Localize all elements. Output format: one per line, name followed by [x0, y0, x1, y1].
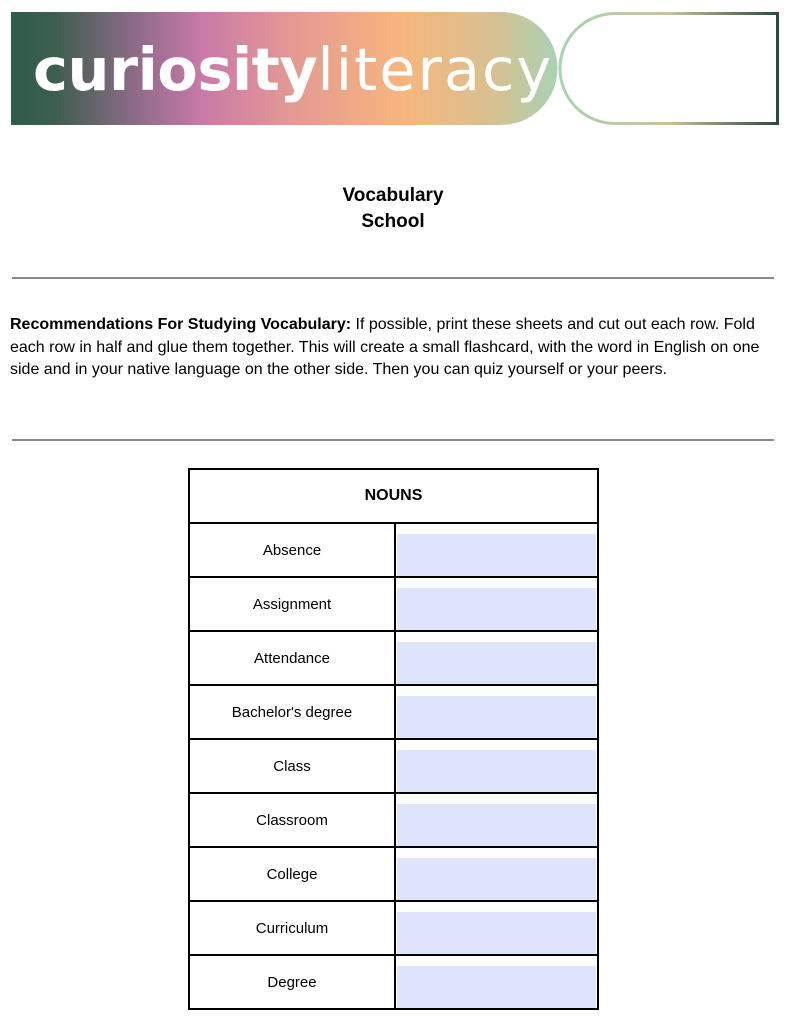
- study-recommendations: [10, 314, 780, 382]
- vocabulary-table: [188, 468, 599, 1010]
- table-row: [190, 794, 597, 848]
- translation-field-fill: [397, 750, 596, 792]
- translation-field[interactable]: [396, 794, 597, 846]
- brand-banner: [11, 12, 779, 125]
- title-line-2: School: [361, 211, 425, 232]
- recommendations-heading: Recommendations For Studying Vocabulary:: [10, 316, 352, 333]
- translation-field[interactable]: [396, 848, 597, 900]
- translation-field-fill: [397, 804, 596, 846]
- translation-field-fill: [397, 966, 596, 1008]
- translation-field[interactable]: [396, 740, 597, 792]
- table-row: [190, 956, 597, 1008]
- brand-logo: [33, 30, 553, 110]
- vocab-word: Bachelor's degree: [190, 686, 396, 738]
- table-header: NOUNS: [190, 470, 597, 524]
- translation-field-fill: [397, 588, 596, 630]
- vocab-word: Absence: [190, 524, 396, 576]
- vocab-word: Degree: [190, 956, 396, 1008]
- divider-bottom: [12, 439, 774, 441]
- table-row: [190, 686, 597, 740]
- page-title: [0, 183, 786, 235]
- translation-field[interactable]: [396, 524, 597, 576]
- vocab-word: Assignment: [190, 578, 396, 630]
- table-row: [190, 740, 597, 794]
- translation-field[interactable]: [396, 902, 597, 954]
- vocab-word: Classroom: [190, 794, 396, 846]
- vocab-word: College: [190, 848, 396, 900]
- translation-field-fill: [397, 696, 596, 738]
- banner-outline-pill: [560, 14, 778, 124]
- table-body: [190, 524, 597, 1008]
- translation-field-fill: [397, 912, 596, 954]
- translation-field[interactable]: [396, 686, 597, 738]
- table-row: [190, 524, 597, 578]
- title-line-1: Vocabulary: [342, 185, 444, 206]
- logo-word-bold: curiosity: [33, 35, 318, 104]
- recommendations-text: If possible, print these sheets and cut out each row. Fold each row in half and glue them together. This will create a small flashcard, with the word in English on one side and in your native language on the other side. Then you can quiz yourself or your peers.: [10, 316, 760, 378]
- translation-field[interactable]: [396, 632, 597, 684]
- table-row: [190, 902, 597, 956]
- translation-field-fill: [397, 642, 596, 684]
- vocab-word: Class: [190, 740, 396, 792]
- vocab-word: Curriculum: [190, 902, 396, 954]
- table-row: [190, 848, 597, 902]
- divider-top: [12, 277, 774, 279]
- translation-field[interactable]: [396, 578, 597, 630]
- table-row: [190, 632, 597, 686]
- table-row: [190, 578, 597, 632]
- vocab-word: Attendance: [190, 632, 396, 684]
- translation-field-fill: [397, 534, 596, 576]
- translation-field[interactable]: [396, 956, 597, 1008]
- logo-word-light: literacy: [317, 35, 554, 104]
- translation-field-fill: [397, 858, 596, 900]
